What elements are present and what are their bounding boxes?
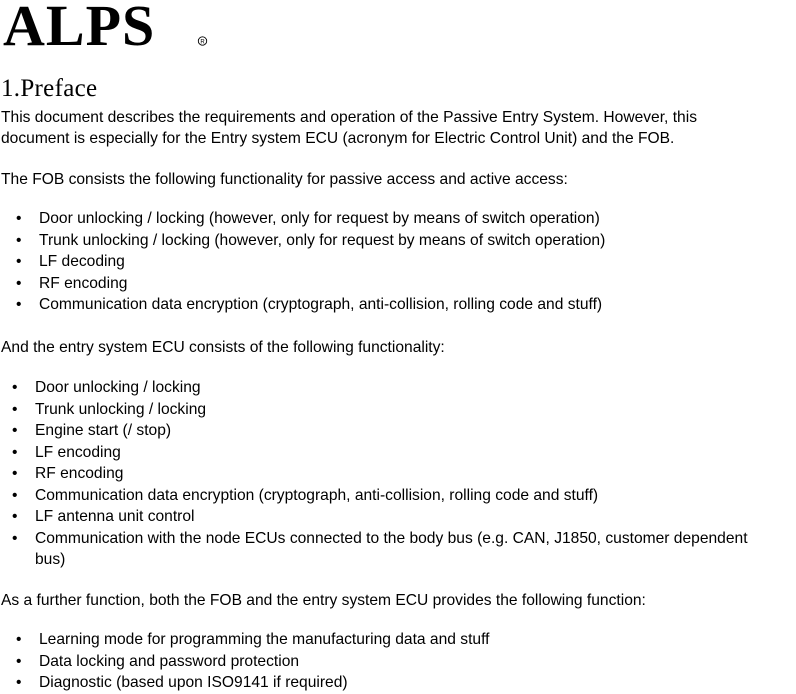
bullet-icon: • (12, 508, 18, 525)
bullet-icon: • (12, 465, 18, 482)
intro-line-1: This document describes the requirements and operation of the Passive Entry System. However, this (1, 109, 697, 126)
list-item-text: Diagnostic (based upon ISO9141 if required) (39, 674, 348, 691)
list-item (1, 273, 605, 295)
bullet-icon: • (16, 296, 22, 313)
bullet-icon: • (12, 529, 18, 547)
list-item-text: LF encoding (35, 443, 121, 461)
list-item-text: Door unlocking / locking (however, only for request by means of switch operation) (39, 210, 600, 227)
list-item (1, 294, 605, 316)
intro-line-2: document is especially for the Entry system ECU (acronym for Electric Control Unit) and the FOB. (1, 130, 675, 147)
list-item (1, 672, 489, 694)
list-item (1, 230, 605, 252)
section-heading: 1.Preface (1, 75, 98, 102)
list-item-text: Door unlocking / locking (35, 379, 201, 396)
list-item-text: LF decoding (39, 253, 125, 270)
bullet-icon: • (12, 379, 18, 396)
list-item-text: Trunk unlocking / locking (however, only for request by means of switch operation) (39, 231, 606, 249)
bullet-icon: • (12, 422, 18, 439)
fob-function-list (1, 208, 605, 316)
bullet-icon: • (16, 274, 22, 292)
list-item (1, 442, 775, 464)
bullet-icon: • (16, 631, 22, 648)
list-item-text: RF encoding (39, 274, 128, 292)
bullet-icon: • (16, 674, 22, 691)
list-item-text: Trunk unlocking / locking (35, 400, 207, 418)
list-item (1, 528, 775, 571)
list-item (1, 420, 775, 442)
list-item (1, 251, 605, 273)
list-item (1, 377, 775, 399)
list-item-text: Learning mode for programming the manufacturing data and stuff (39, 631, 490, 648)
bullet-icon: • (16, 231, 22, 249)
alps-logo (3, 0, 213, 52)
list-item-text: Data locking and password protection (39, 652, 300, 670)
bullet-icon: • (16, 253, 22, 270)
logo-wordmark: ALPS (3, 0, 156, 52)
bullet-icon: • (16, 210, 22, 227)
list-item (1, 629, 489, 651)
fob-intro: The FOB consists the following functionality for passive access and active access: (1, 171, 568, 188)
registered-mark-letter: R (200, 39, 205, 46)
list-item-text: Communication with the node ECUs connected to the body bus (e.g. CAN, J1850, customer dependent bus) (35, 529, 748, 568)
list-item-text: RF encoding (35, 465, 124, 482)
ecu-intro: And the entry system ECU consists of the following functionality: (1, 339, 445, 356)
list-item (1, 208, 605, 230)
bullet-icon: • (16, 652, 22, 670)
list-item (1, 463, 775, 485)
list-item (1, 506, 775, 528)
bullet-icon: • (12, 443, 18, 461)
further-function-list (1, 629, 489, 694)
list-item (1, 485, 775, 507)
bullet-icon: • (12, 486, 18, 504)
list-item-text: Communication data encryption (cryptograph, anti-collision, rolling code and stuff) (39, 296, 603, 313)
ecu-function-list (1, 377, 775, 571)
further-intro: As a further function, both the FOB and the entry system ECU provides the following function: (1, 592, 646, 609)
list-item-text: LF antenna unit control (35, 508, 195, 525)
list-item-text: Engine start (/ stop) (35, 422, 172, 439)
list-item-text: Communication data encryption (cryptograph, anti-collision, rolling code and stuff) (35, 486, 599, 504)
alps-logo-graphic (3, 0, 213, 52)
bullet-icon: • (12, 400, 18, 418)
list-item (1, 651, 489, 673)
list-item (1, 399, 775, 421)
